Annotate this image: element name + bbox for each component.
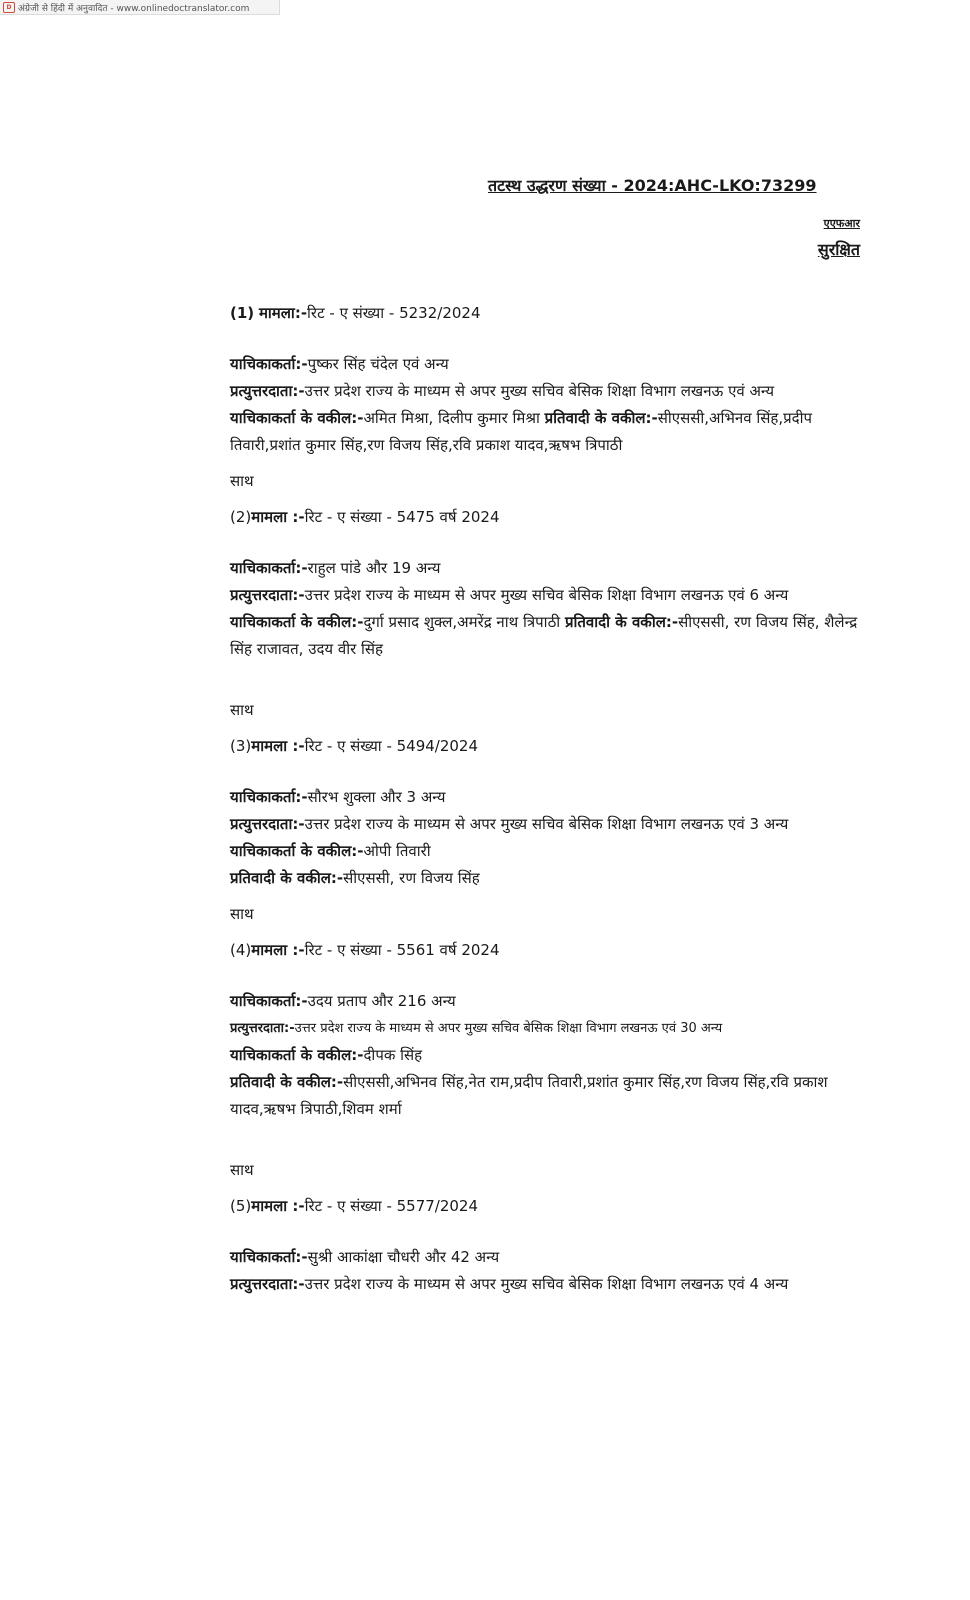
respondent-value: उत्तर प्रदेश राज्य के माध्यम से अपर मुख्य सचिव बेसिक शिक्षा विभाग लखनऊ एवं अन्य — [304, 382, 775, 400]
respondent-counsel-line — [230, 1069, 870, 1123]
petitioner-value: पुष्कर सिंह चंदेल एवं अन्य — [307, 355, 449, 373]
petitioner-counsel-label: याचिकाकर्ता के वकील:- — [230, 409, 364, 427]
petitioner-counsel-label: याचिकाकर्ता के वकील:- — [230, 613, 364, 631]
petitioner-label: याचिकाकर्ता:- — [230, 1248, 308, 1266]
petitioner-line — [230, 351, 870, 378]
case-label: मामला :- — [251, 1197, 305, 1215]
counsel-line — [230, 405, 870, 459]
case-title — [230, 300, 870, 327]
case-label: मामला :- — [251, 941, 305, 959]
petitioner-counsel-value: अमित मिश्रा, दिलीप कुमार मिश्रा — [363, 409, 540, 427]
case-number: (4) — [230, 941, 252, 959]
case-number: (5) — [230, 1197, 252, 1215]
respondent-counsel-label: प्रतिवादी के वकील:- — [544, 409, 658, 427]
petitioner-line — [230, 1244, 870, 1271]
case-title — [230, 1193, 870, 1220]
with-label: साथ — [230, 472, 254, 490]
petitioner-counsel-line — [230, 838, 870, 865]
respondent-counsel-value: सीएससी, रण विजय सिंह, शैलेन्द्र सिंह राजावत, उदय वीर सिंह — [230, 613, 858, 658]
respondent-label: प्रत्युत्तरदाता:- — [230, 382, 305, 400]
with-label: साथ — [230, 1161, 254, 1179]
petitioner-label: याचिकाकर्ता:- — [230, 355, 308, 373]
respondent-value: उत्तर प्रदेश राज्य के माध्यम से अपर मुख्य सचिव बेसिक शिक्षा विभाग लखनऊ एवं 3 अन्य — [304, 815, 789, 833]
case-label: मामला :- — [251, 508, 305, 526]
respondent-counsel-label: प्रतिवादी के वकील:- — [230, 869, 344, 887]
petitioner-value: सुश्री आकांक्षा चौधरी और 42 अन्य — [307, 1248, 500, 1266]
banner-text: अंग्रेजी से हिंदी में अनुवादित - www.onlinedoctranslator.com — [18, 3, 250, 14]
case-text: रिट - ए संख्या - 5494/2024 — [304, 737, 479, 755]
respondent-counsel-label: प्रतिवादी के वकील:- — [230, 1073, 344, 1091]
case-title — [230, 504, 870, 531]
translator-banner[interactable] — [0, 0, 280, 15]
counsel-line — [230, 609, 870, 663]
case-number: (3) — [230, 737, 252, 755]
respondent-counsel-value: सीएससी,अभिनव सिंह,नेत राम,प्रदीप तिवारी,प्रशांत कुमार सिंह,रण विजय सिंह,रवि प्रकाश यादव,ऋषभ त्रिपाठी,शिवम शर्मा — [230, 1073, 828, 1118]
neutral-citation: तटस्थ उद्धरण संख्या - 2024:AHC-LKO:73299 — [488, 176, 817, 195]
respondent-counsel-line — [230, 865, 870, 892]
case-number: (1) — [230, 304, 255, 322]
respondent-value: उत्तर प्रदेश राज्य के माध्यम से अपर मुख्य सचिव बेसिक शिक्षा विभाग लखनऊ एवं 4 अन्य — [304, 1275, 789, 1293]
petitioner-counsel-value: ओपी तिवारी — [363, 842, 431, 860]
petitioner-counsel-label: याचिकाकर्ता के वकील:- — [230, 1046, 364, 1064]
case-list — [230, 300, 870, 1298]
respondent-line — [230, 811, 870, 838]
reserved-label: सुरक्षित — [817, 240, 860, 259]
respondent-counsel-value: सीएससी,अभिनव सिंह,प्रदीप तिवारी,प्रशांत कुमार सिंह,रण विजय सिंह,रवि प्रकाश यादव,ऋषभ त्रिपाठी — [230, 409, 813, 454]
with-label: साथ — [230, 905, 254, 923]
respondent-line — [230, 378, 870, 405]
petitioner-line — [230, 555, 870, 582]
translator-logo-icon: D — [3, 2, 15, 13]
respondent-line — [230, 1271, 870, 1298]
case-text: रिट - ए संख्या - 5475 वर्ष 2024 — [304, 508, 500, 526]
petitioner-label: याचिकाकर्ता:- — [230, 559, 308, 577]
case-label: मामला :- — [251, 737, 305, 755]
petitioner-label: याचिकाकर्ता:- — [230, 788, 308, 806]
respondent-label: प्रत्युत्तरदाता:- — [230, 1021, 295, 1036]
petitioner-counsel-value: दीपक सिंह — [363, 1046, 423, 1064]
respondent-label: प्रत्युत्तरदाता:- — [230, 586, 305, 604]
respondent-counsel-label: प्रतिवादी के वकील:- — [564, 613, 679, 631]
respondent-counsel-value: सीएससी, रण विजय सिंह — [343, 869, 480, 887]
respondent-label: प्रत्युत्तरदाता:- — [230, 1275, 305, 1293]
with-label: साथ — [230, 701, 254, 719]
petitioner-value: सौरभ शुक्ला और 3 अन्य — [307, 788, 446, 806]
case-number: (2) — [230, 508, 252, 526]
petitioner-label: याचिकाकर्ता:- — [230, 992, 308, 1010]
case-text: रिट - ए संख्या - 5232/2024 — [307, 304, 481, 322]
case-label: मामला:- — [258, 304, 308, 322]
petitioner-line — [230, 784, 870, 811]
respondent-line — [230, 1015, 870, 1042]
petitioner-counsel-value: दुर्गा प्रसाद शुक्ल,अमरेंद्र नाथ त्रिपाठी — [363, 613, 561, 631]
petitioner-counsel-line — [230, 1042, 870, 1069]
petitioner-line — [230, 988, 870, 1015]
petitioner-value: उदय प्रताप और 216 अन्य — [307, 992, 456, 1010]
respondent-line — [230, 582, 870, 609]
case-title — [230, 937, 870, 964]
case-title — [230, 733, 870, 760]
respondent-label: प्रत्युत्तरदाता:- — [230, 815, 305, 833]
afr-label: एएफआर — [823, 217, 860, 230]
case-text: रिट - ए संख्या - 5577/2024 — [304, 1197, 479, 1215]
respondent-value: उत्तर प्रदेश राज्य के माध्यम से अपर मुख्य सचिव बेसिक शिक्षा विभाग लखनऊ एवं 6 अन्य — [304, 586, 789, 604]
respondent-value: उत्तर प्रदेश राज्य के माध्यम से अपर मुख्य सचिव बेसिक शिक्षा विभाग लखनऊ एवं 30 अन्य — [294, 1021, 723, 1036]
case-text: रिट - ए संख्या - 5561 वर्ष 2024 — [304, 941, 500, 959]
petitioner-counsel-label: याचिकाकर्ता के वकील:- — [230, 842, 364, 860]
petitioner-value: राहुल पांडे और 19 अन्य — [307, 559, 441, 577]
